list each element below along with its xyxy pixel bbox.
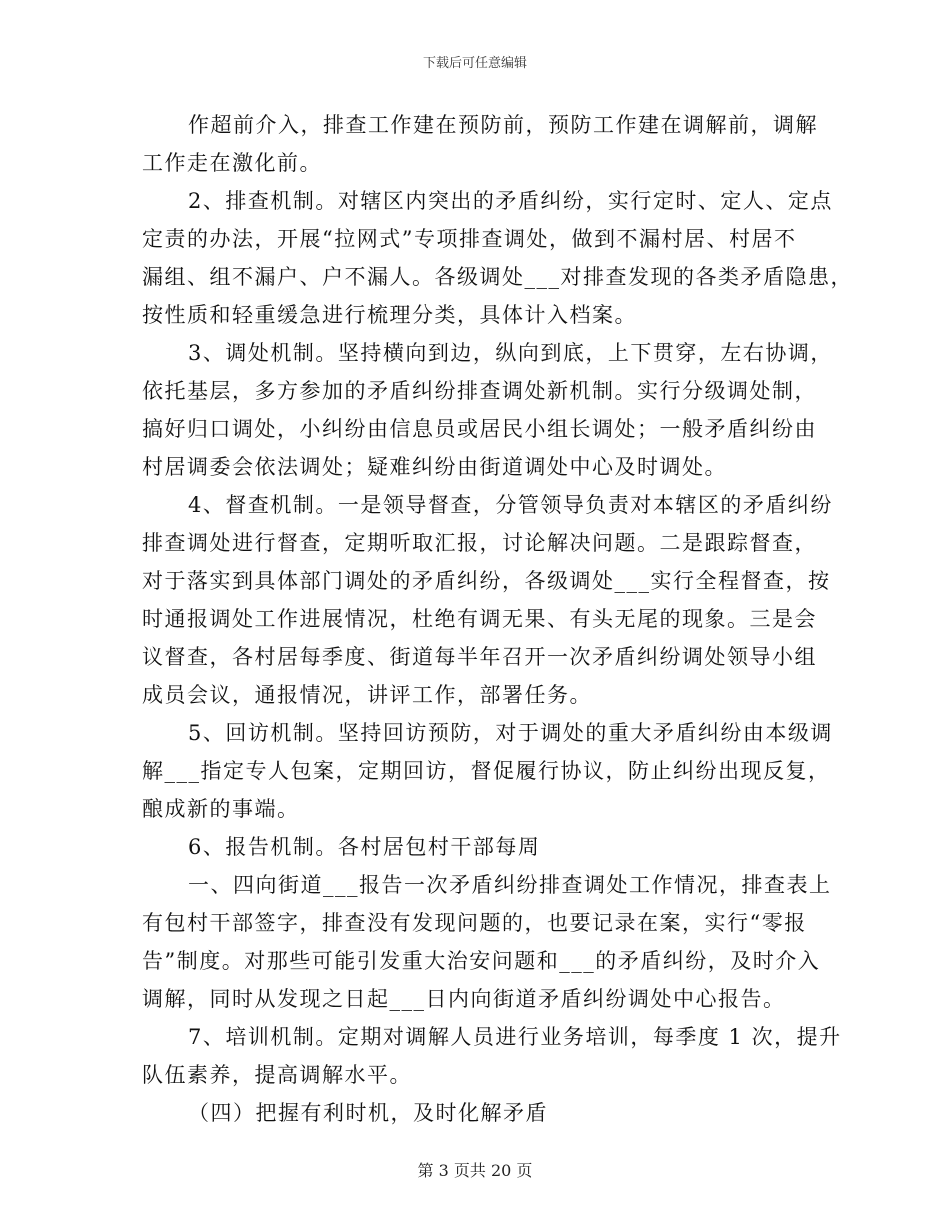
paragraph-line: 有包村干部签字，排查没有发现问题的，也要记录在案，实行“零报 bbox=[142, 911, 807, 935]
paragraph-line: 议督查，各村居每季度、街道每半年召开一次矛盾纠纷调处领导小组 bbox=[142, 645, 817, 669]
paragraph-line: 村居调委会依法调处；疑难纠纷由街道调处中心及时调处。 bbox=[142, 455, 727, 479]
page-footer: 第 3 页共 20 页 bbox=[417, 1161, 533, 1180]
paragraph-line: 作超前介入，排查工作建在预防前，预防工作建在调解前，调解 bbox=[188, 113, 818, 137]
paragraph-line: 漏组、组不漏户、户不漏人。各级调处___对排查发现的各类矛盾隐患， bbox=[142, 265, 853, 289]
paragraph-line: 成员会议，通报情况，讲评工作，部署任务。 bbox=[142, 683, 592, 707]
paragraph-line: 4、督查机制。一是领导督查，分管领导负责对本辖区的矛盾纠纷 bbox=[188, 493, 833, 517]
paragraph-line: 解___指定专人包案，定期回访，督促履行协议，防止纠纷出现反复， bbox=[142, 759, 831, 783]
page-header: 下载后可任意编辑 bbox=[422, 56, 527, 71]
paragraph-line: 定责的办法，开展“拉网式”专项排查调处，做到不漏村居、村居不 bbox=[142, 227, 797, 251]
paragraph-line: 调解，同时从发现之日起___日内向街道矛盾纠纷调处中心报告。 bbox=[142, 987, 786, 1011]
paragraph-line: 对于落实到具体部门调处的矛盾纠纷，各级调处___实行全程督查，按 bbox=[142, 569, 831, 593]
paragraph-line: 依托基层，多方参加的矛盾纠纷排查调处新机制。实行分级调处制， bbox=[142, 379, 817, 403]
paragraph-line: 搞好归口调处，小纠纷由信息员或居民小组长调处；一般矛盾纠纷由 bbox=[142, 417, 817, 441]
paragraph-line: 酿成新的事端。 bbox=[142, 797, 300, 821]
paragraph-line: （四）把握有利时机，及时化解矛盾 bbox=[188, 1101, 548, 1125]
paragraph-line: 时通报调处工作进展情况，杜绝有调无果、有头无尾的现象。三是会 bbox=[142, 607, 817, 631]
document-body bbox=[142, 106, 853, 1132]
paragraph-line: 5、回访机制。坚持回访预防，对于调处的重大矛盾纠纷由本级调 bbox=[188, 721, 833, 745]
paragraph-line: 按性质和轻重缓急进行梳理分类，具体计入档案。 bbox=[142, 303, 637, 327]
paragraph-line: 排查调处进行督查，定期听取汇报，讨论解决问题。二是跟踪督查， bbox=[142, 531, 817, 555]
paragraph-line: 工作走在激化前。 bbox=[142, 151, 322, 175]
paragraph-line: 一、四向街道___报告一次矛盾纠纷排查调处工作情况，排查表上 bbox=[188, 873, 832, 897]
paragraph-line: 2、排查机制。对辖区内突出的矛盾纠纷，实行定时、定人、定点 bbox=[188, 189, 833, 213]
paragraph-line: 6、报告机制。各村居包村干部每周 bbox=[188, 835, 541, 859]
paragraph-line: 3、调处机制。坚持横向到边，纵向到底，上下贯穿，左右协调， bbox=[188, 341, 833, 365]
paragraph-line: 7、培训机制。定期对调解人员进行业务培训，每季度 1 次，提升 bbox=[188, 1025, 842, 1049]
paragraph-line: 队伍素养，提高调解水平。 bbox=[142, 1063, 412, 1087]
paragraph-line: 告”制度。对那些可能引发重大治安问题和___的矛盾纠纷，及时介入 bbox=[142, 949, 821, 973]
